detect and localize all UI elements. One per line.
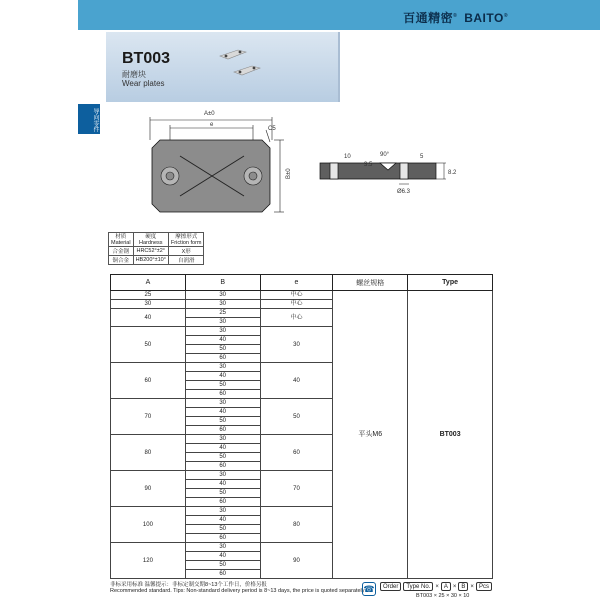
cell-b: 30 <box>185 399 260 408</box>
cell-b: 60 <box>185 498 260 507</box>
cell-b: 30 <box>185 291 260 300</box>
material-table <box>108 232 204 265</box>
product-code: BT003 <box>122 50 171 67</box>
dim-c5: C5 <box>268 126 276 132</box>
order-a: A <box>441 582 451 591</box>
dim-angle: 90° <box>380 152 390 158</box>
cell-e: 60 <box>260 435 333 471</box>
cell-b: 40 <box>185 408 260 417</box>
cell-a: 40 <box>111 309 186 327</box>
times-sign: × <box>470 583 474 590</box>
cell-b: 40 <box>185 552 260 561</box>
cell-b: 60 <box>185 462 260 471</box>
order-pcs: Pcs <box>476 582 492 591</box>
product-name-en: Wear plates <box>122 79 165 88</box>
cell-a: 50 <box>111 327 186 363</box>
footer-note-en: Recommended standard. Tips: Non-standard delivery period is 8~13 days, the price is quoted separately <box>110 588 365 594</box>
cell-b: 50 <box>185 417 260 426</box>
size-table <box>110 274 493 579</box>
cell-a: 60 <box>111 363 186 399</box>
cell-b: 50 <box>185 381 260 390</box>
order-label: Order <box>380 582 401 591</box>
footer-note-cn: 非标采用标准 温馨提示：非标定制交期8~13个工作日，价格另报 <box>110 582 267 588</box>
dim-5: 5 <box>420 154 424 160</box>
phone-icon: ☎ <box>363 584 375 594</box>
side-view <box>320 163 446 184</box>
cell-b: 30 <box>185 300 260 309</box>
cell-b: 60 <box>185 570 260 579</box>
cell-e: 中心 <box>260 291 333 300</box>
order-b: B <box>458 582 468 591</box>
mat-header-hardness: 硬度 Hardness <box>133 233 168 247</box>
cell-a: 70 <box>111 399 186 435</box>
cell-b: 40 <box>185 480 260 489</box>
cell-b: 50 <box>185 525 260 534</box>
cell-type: BT003 <box>408 291 493 579</box>
brand-cn: 百通精密 <box>403 11 454 25</box>
size-table-body <box>111 291 493 579</box>
header-type: Type <box>408 275 493 291</box>
cell-b: 40 <box>185 336 260 345</box>
technical-drawing <box>118 104 498 226</box>
cell-a: 100 <box>111 507 186 543</box>
mat-cell: 铜合金 <box>109 256 134 265</box>
order-type-no: Type No. <box>403 582 433 591</box>
header-bar <box>78 0 600 30</box>
cell-a: 90 <box>111 471 186 507</box>
cell-b: 60 <box>185 354 260 363</box>
header-a: A <box>111 275 186 291</box>
front-view <box>150 117 284 212</box>
mat-cell: 合金钢 <box>109 247 134 256</box>
cell-b: 40 <box>185 372 260 381</box>
category-tab: 导向零件 <box>78 104 100 134</box>
cell-b: 60 <box>185 426 260 435</box>
cell-a: 120 <box>111 543 186 579</box>
brand-reg-mark: ® <box>453 13 458 19</box>
cell-b: 60 <box>185 534 260 543</box>
dim-e: e <box>210 122 214 128</box>
cell-b: 60 <box>185 390 260 399</box>
dim-hole: Ø6.3 <box>397 189 411 195</box>
mat-cell: HRC52°±2° <box>133 247 168 256</box>
cell-e: 中心 <box>260 309 333 327</box>
brand-tm-mark: ® <box>503 13 508 19</box>
order-format <box>380 582 492 591</box>
table-row <box>111 291 493 300</box>
cell-b: 50 <box>185 561 260 570</box>
cell-b: 30 <box>185 471 260 480</box>
header-b: B <box>185 275 260 291</box>
cell-a: 30 <box>111 300 186 309</box>
cell-b: 50 <box>185 345 260 354</box>
times-sign: × <box>435 583 439 590</box>
cell-b: 50 <box>185 489 260 498</box>
title-box <box>106 32 340 102</box>
cell-b: 30 <box>185 327 260 336</box>
product-name-cn: 耐磨块 <box>122 70 146 79</box>
brand-en: BAITO <box>464 11 504 25</box>
order-example: BT003 × 25 × 30 × 10 <box>416 593 470 599</box>
dim-10: 10 <box>344 154 351 160</box>
cell-b: 50 <box>185 453 260 462</box>
cell-b: 30 <box>185 363 260 372</box>
cell-e: 50 <box>260 399 333 435</box>
cell-e: 70 <box>260 471 333 507</box>
cell-e: 中心 <box>260 300 333 309</box>
brand-logo <box>403 9 508 26</box>
cell-e: 30 <box>260 327 333 363</box>
mat-cell: X形 <box>168 247 204 256</box>
mat-header-friction: 摩擦形式 Friction form <box>168 233 204 247</box>
mat-header-material: 材质 Material <box>109 233 134 247</box>
cell-b: 40 <box>185 444 260 453</box>
cell-b: 30 <box>185 543 260 552</box>
cell-b: 40 <box>185 516 260 525</box>
product-thumbnail-icon <box>216 42 268 82</box>
cell-spec: 平头M6 <box>333 291 408 579</box>
header-e: e <box>260 275 333 291</box>
cell-e: 80 <box>260 507 333 543</box>
mat-cell: HB200°±10° <box>133 256 168 265</box>
cell-a: 25 <box>111 291 186 300</box>
cell-a: 80 <box>111 435 186 471</box>
cell-b: 30 <box>185 507 260 516</box>
dim-thick: 8.2 <box>448 170 457 176</box>
cell-e: 40 <box>260 363 333 399</box>
dim-b: B±0 <box>286 168 292 179</box>
cell-e: 90 <box>260 543 333 579</box>
cell-b: 30 <box>185 318 260 327</box>
cell-b: 30 <box>185 435 260 444</box>
times-sign: × <box>452 583 457 590</box>
header-spec: 螺丝规格 <box>333 275 408 291</box>
mat-cell: 自润滑 <box>168 256 204 265</box>
dim-depth: 3.5 <box>364 162 373 168</box>
dim-a: A±0 <box>204 111 215 117</box>
cell-b: 25 <box>185 309 260 318</box>
